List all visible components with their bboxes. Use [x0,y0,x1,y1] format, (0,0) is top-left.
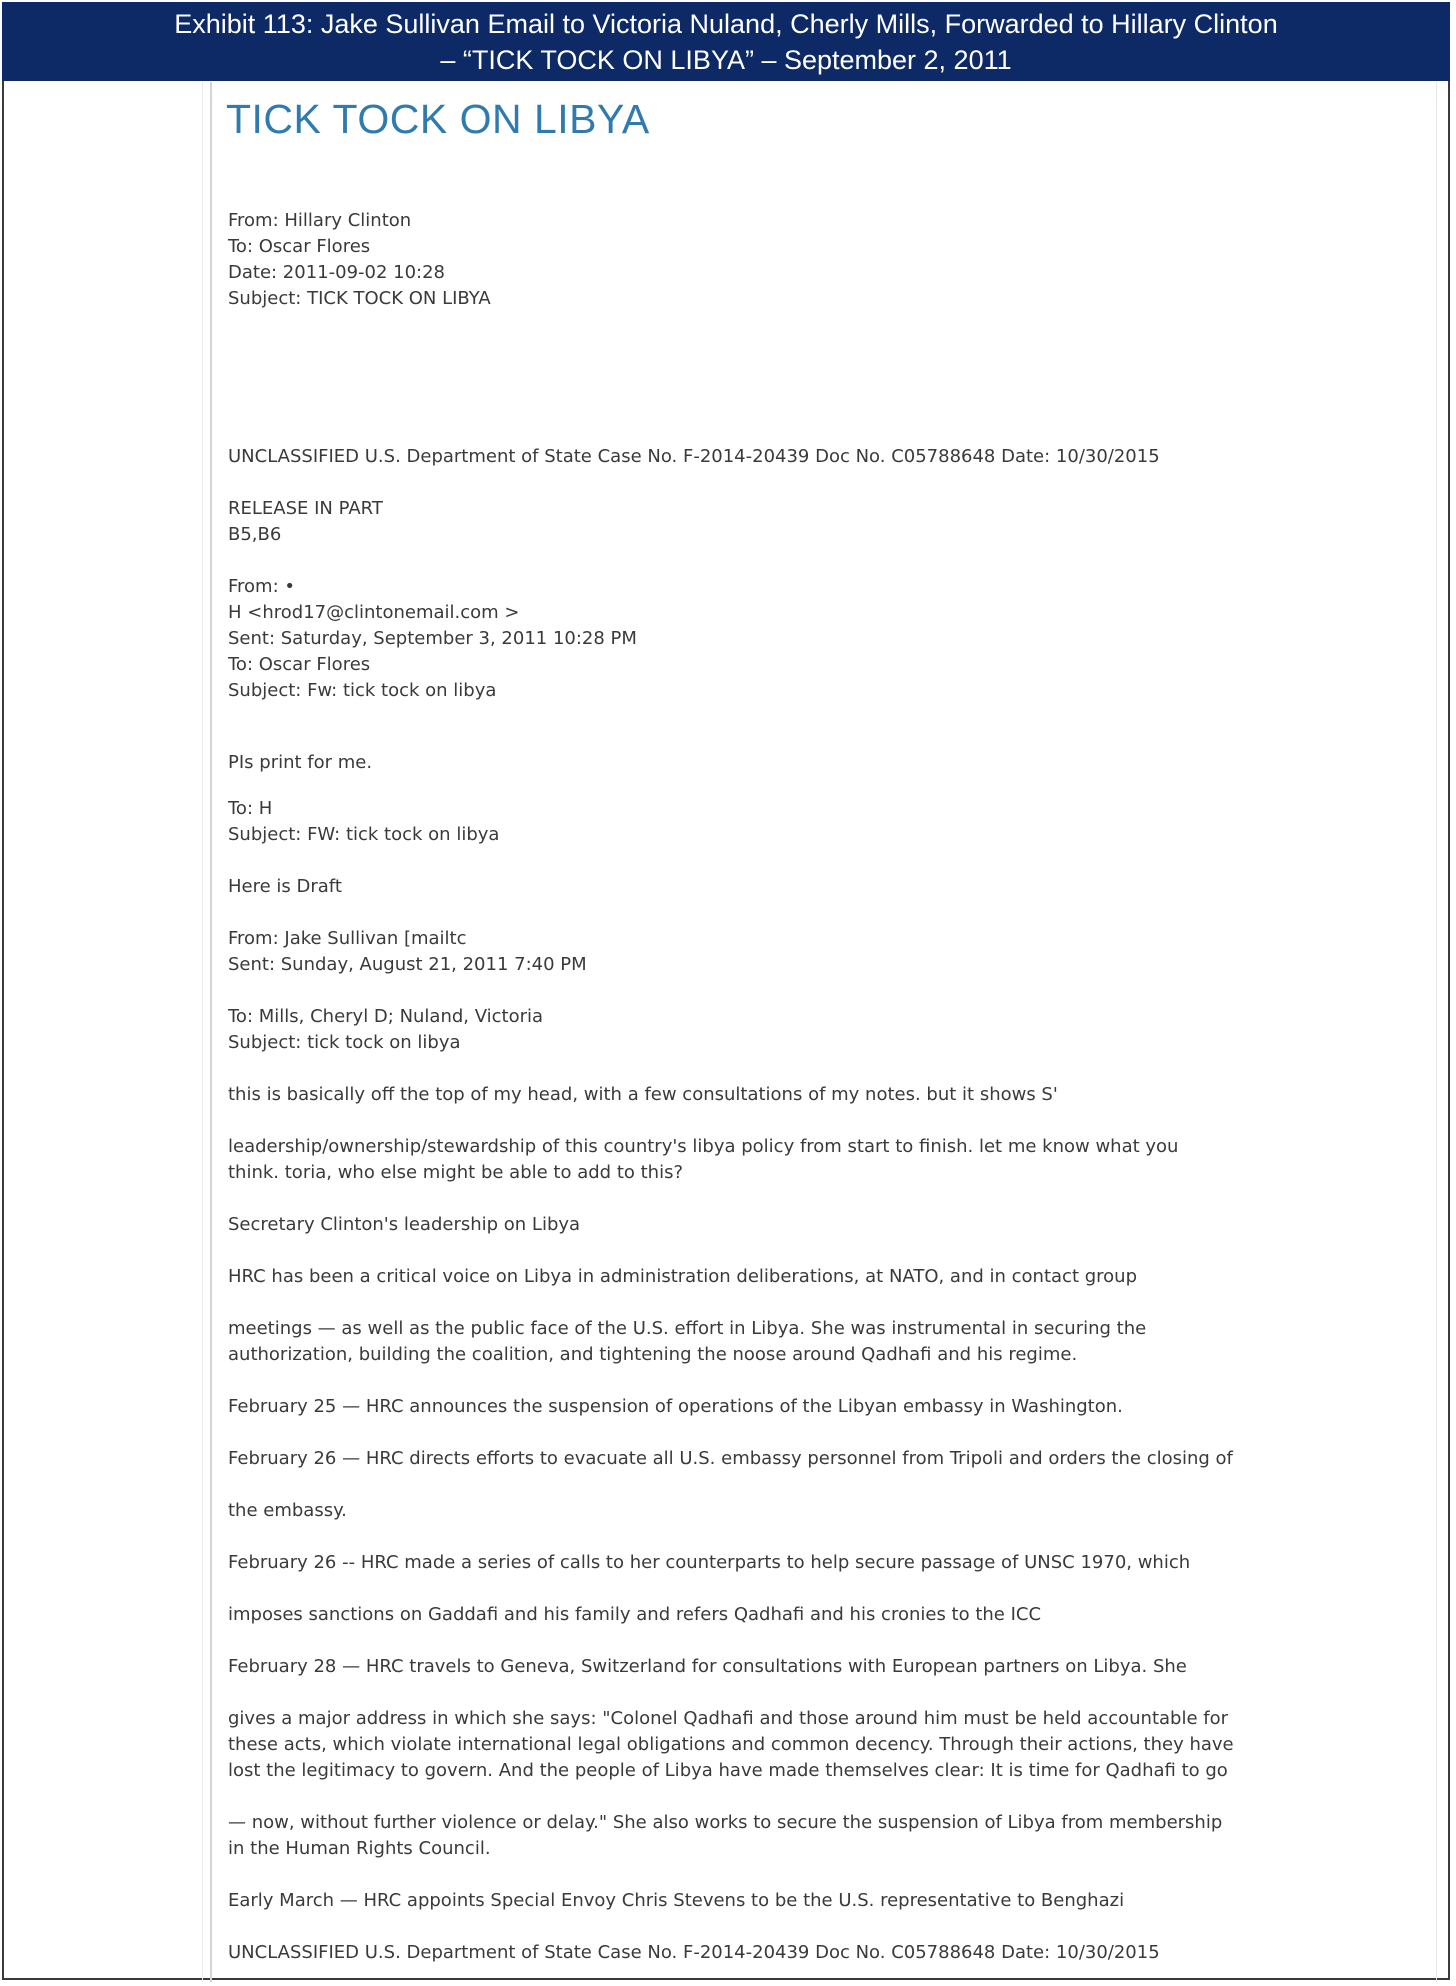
fwd2-to: To: H [228,798,273,819]
fwd1-sent: Sent: Saturday, September 3, 2011 10:28 PM [228,628,637,649]
fwd1-subject: Subject: Fw: tick tock on libya [228,680,497,701]
timeline-entry: lost the legitimacy to govern. And the people of Libya have made themselves clear: It is time for Qadhafi to go [228,1760,1228,1781]
orig-subject: Subject: tick tock on libya [228,1032,461,1053]
paragraph-line: meetings — as well as the public face of the U.S. effort in Libya. She was instrumental in securing the [228,1318,1147,1339]
timeline-entry: — now, without further violence or delay." She also works to secure the suspension of Libya from membership [228,1812,1223,1833]
orig-sent: Sent: Sunday, August 21, 2011 7:40 PM [228,954,587,975]
document-title: TICK TOCK ON LIBYA [226,96,650,142]
timeline-entry: imposes sanctions on Gaddafi and his family and refers Qadhafi and his cronies to the ICC [228,1604,1042,1625]
orig-from: From: Jake Sullivan [mailtc [228,928,467,949]
timeline-entry: in the Human Rights Council. [228,1838,491,1859]
timeline-entry: Early March — HRC appoints Special Envoy Chris Stevens to be the U.S. representative to Benghazi [228,1890,1125,1911]
exhibit-banner [2,2,1450,81]
print-request: PIs print for me. [228,752,373,773]
timeline-entry: gives a major address in which she says: "Colonel Qadhafi and those around him must be held accountable for [228,1708,1229,1729]
paragraph-line: HRC has been a critical voice on Libya in administration deliberations, at NATO, and in contact group [228,1266,1137,1287]
paragraph-line: think. toria, who else might be able to add to this? [228,1162,684,1183]
left-margin-rule [202,82,203,1982]
banner-line-2: – “TICK TOCK ON LIBYA” – September 2, 2011 [440,45,1012,75]
timeline-entry: these acts, which violate international legal obligations and common decency. Through their actions, they have [228,1734,1234,1755]
classification-stamp-bottom: UNCLASSIFIED U.S. Department of State Case No. F-2014-20439 Doc No. C05788648 Date: 10/30/2015 [228,1942,1160,1963]
paragraph-line: this is basically off the top of my head, with a few consultations of my notes. but it shows S' [228,1084,1058,1105]
exemption-codes: B5,B6 [228,524,282,545]
timeline-entry: February 26 — HRC directs efforts to evacuate all U.S. embassy personnel from Tripoli and orders the closing of [228,1448,1233,1469]
timeline-entry: the embassy. [228,1500,347,1521]
header-subject: Subject: TICK TOCK ON LIBYA [228,288,491,309]
classification-stamp-top: UNCLASSIFIED U.S. Department of State Case No. F-2014-20439 Doc No. C05788648 Date: 10/30/2015 [228,446,1160,467]
header-to: To: Oscar Flores [228,236,371,257]
fwd1-to: To: Oscar Flores [228,654,371,675]
orig-to: To: Mills, Cheryl D; Nuland, Victoria [228,1006,544,1027]
timeline-entry: February 25 — HRC announces the suspension of operations of the Libyan embassy in Washington. [228,1396,1123,1417]
email-document [210,82,1412,1982]
fwd1-from: From: • [228,576,295,597]
fwd1-sender: H <hrod17@clintonemail.com > [228,602,520,623]
paragraph-line: leadership/ownership/stewardship of this country's libya policy from start to finish. let me know what you [228,1136,1179,1157]
right-margin-rule [1436,82,1437,1982]
timeline-entry: February 28 — HRC travels to Geneva, Switzerland for consultations with European partners on Libya. She [228,1656,1187,1677]
email-body [228,208,1288,1966]
header-date: Date: 2011-09-02 10:28 [228,262,446,283]
timeline-entry: February 26 -- HRC made a series of calls to her counterparts to help secure passage of UNSC 1970, which [228,1552,1191,1573]
fwd2-subject: Subject: FW: tick tock on libya [228,824,500,845]
release-status: RELEASE IN PART [228,498,383,519]
header-from: From: Hillary Clinton [228,210,412,231]
section-heading: Secretary Clinton's leadership on Libya [228,1214,581,1235]
banner-line-1: Exhibit 113: Jake Sullivan Email to Victoria Nuland, Cherly Mills, Forwarded to Hillary Clinton [174,9,1278,39]
paragraph-line: authorization, building the coalition, and tightening the noose around Qadhafi and his regime. [228,1344,1078,1365]
draft-note: Here is Draft [228,876,342,897]
